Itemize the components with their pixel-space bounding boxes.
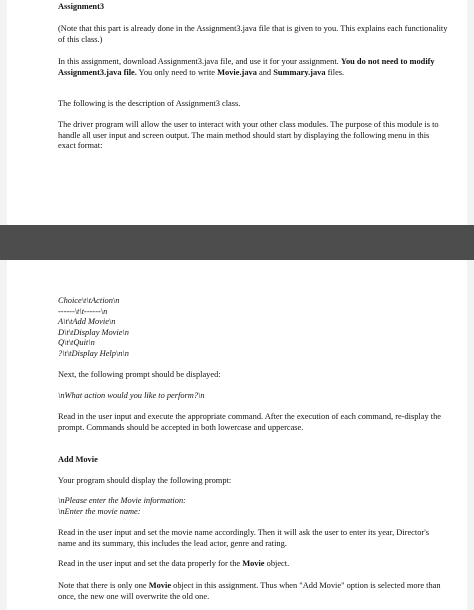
no-modify-text: You do not need to modify Assignment3.java file. [58,57,435,77]
download-paragraph [58,57,448,78]
only-write-text: You only need to write [136,67,218,77]
menu-line: Q\t\tQuit\n [58,338,95,347]
document-page-2 [38,260,440,610]
add-movie-heading: Add Movie [58,455,98,464]
summary-java-text: Summary.java [273,67,326,77]
movie-word: Movie [242,559,265,568]
menu-line: D\t\tDisplay Movie\n [58,327,129,337]
overwrite-text: object in this assignment. Thus when "Add Movie" option is selected more than once, the new one will overwrite the old one. [58,581,441,601]
read-input-paragraph: Read in the user input and execute the appropriate command. After the execution of each command, re-display the prompt. Commands should be accepted in both lowercase and uppercase. [58,412,442,432]
note-paragraph: (Note that this part is already done in the Assignment3.java file that is given to you. This explains each functionality of this class.) [58,24,448,44]
set-data-paragraph [58,559,448,570]
menu-line: ------\t\t------\n [58,306,108,316]
heading-assignment3: Assignment3 [58,2,105,11]
right-page-margin [467,0,474,610]
page-gap [0,225,474,260]
files-text: files. [325,67,345,77]
note-text: Note that there is only one [58,581,149,590]
menu-line: ?\t\tDisplay Help\n\n [58,348,129,358]
action-prompt: \nWhat action would you like to perform?\n [58,391,205,400]
add-intro-paragraph: Your program should display the following prompt: [58,476,232,485]
add-movie-prompt [58,496,448,517]
menu-line: A\t\tAdd Movie\n [58,317,116,326]
prompt-line: \nEnter the movie name: [58,506,141,516]
movie-java-text: Movie.java [217,67,257,77]
and-text: and [256,67,274,77]
download-text: In this assignment, download Assignment3.java file, and use it for your assignment. [58,57,341,66]
driver-paragraph: The driver program will allow the user to interact with your other class modules. The purpose of this module is to handle all user input and screen output. The main method should start by displaying the following menu in this exact format: [58,120,439,150]
left-page-margin [0,0,7,610]
object-text: object. [264,559,290,568]
menu-block [58,296,448,359]
description-paragraph: The following is the description of Assignment3 class. [58,99,241,108]
movie-word: Movie [148,581,172,590]
next-paragraph: Next, the following prompt should be displayed: [58,370,221,379]
menu-line: Choice\t\tAction\n [58,296,120,305]
document-page-1 [38,0,448,225]
set-data-text: Read in the user input and set the data properly for the [58,559,243,568]
read-name-paragraph: Read in the user input and set the movie name accordingly. Then it will ask the user to enter its year, Director's name and its summary, this includes the lead actor, genre and rating. [58,528,429,548]
prompt-line: \nPlease enter the Movie information: [58,496,186,505]
overwrite-note-paragraph [58,581,448,602]
